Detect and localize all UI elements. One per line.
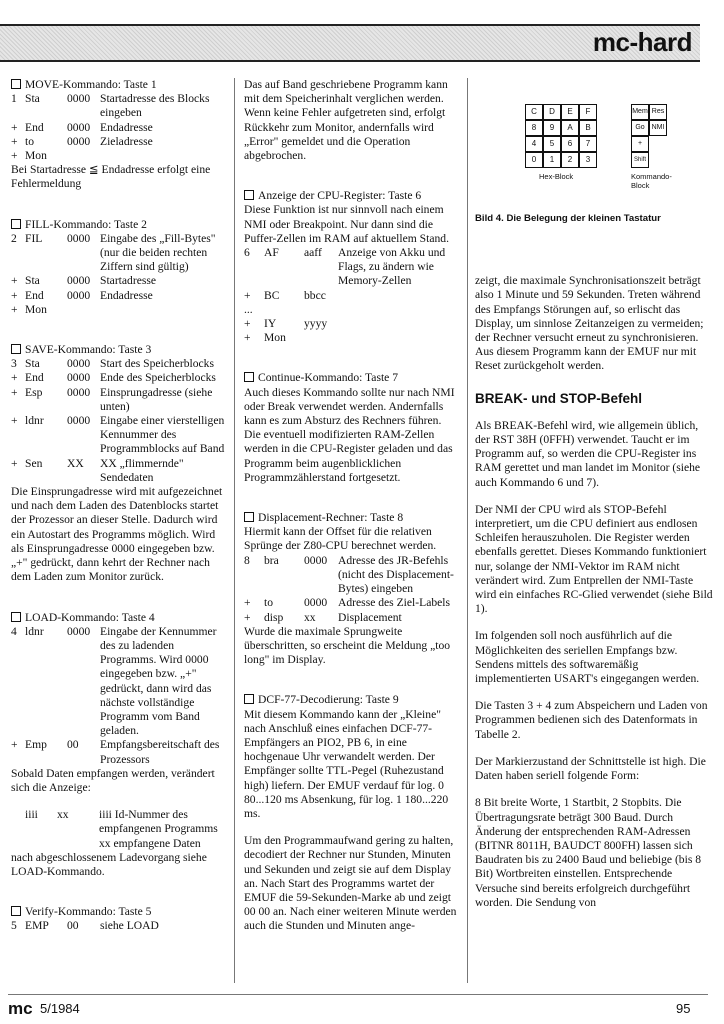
displacement-title: Displacement-Rechner: Taste 8: [244, 511, 459, 525]
table-row: 1 Sta 0000 Startadresse des Blocks eingeben: [11, 92, 210, 120]
section-heading: BREAK- und STOP-Befehl: [475, 390, 643, 406]
load-note-2: nach abgeschlossenem Ladevorgang siehe LOAD-Kommando.: [11, 850, 207, 878]
table-row: + ldnr 0000 Eingabe einer vierstelligen Kennummer des Programmblocks auf Band: [11, 414, 225, 456]
table-row: + End 0000 Endadresse: [11, 120, 153, 134]
checkbox-icon: [11, 219, 21, 229]
hex-key: 7: [579, 136, 597, 152]
table-row: + Sta 0000 Startadresse: [11, 274, 157, 288]
fill-table: [11, 232, 225, 317]
table-row: + Mon: [11, 302, 47, 316]
command-key: Shift: [631, 152, 649, 168]
checkbox-icon: [244, 372, 254, 382]
table-row: + disp xx Displacement: [244, 610, 402, 624]
dcf-text: Mit diesem Kommando kann der „Kleine" nach Anschluß eines einfachen DCF-77-Empfängers an PIO2, PB 6, in eine hochgenaue Uhr verwandelt werden. Der Empfänger sollte TTL-Pegel (Ruhezustand high) liefern. Der EMUF verdauf für log. 0 80...120 ms Absenkung, für log. 1 180...220 ms.: [244, 707, 449, 820]
table-row: + Mon: [11, 149, 47, 163]
displacement-section: [244, 511, 459, 667]
save-table: [11, 357, 225, 485]
table-row: + Esp 0000 Einsprungadresse (siehe unten): [11, 385, 213, 413]
table-row: + Emp 00 Empfangsbereitschaft des Prozessors: [11, 738, 220, 766]
hex-key: B: [579, 120, 597, 136]
paragraph: zeigt, die maximale Synchronisationszeit beträgt also 1 Minute und 59 Sekunden. Treten während des Empfangs Störungen auf, so erlischt das Display, um sinnlose Zeitanzeigen zu vermeiden; der Rechner versucht erneut zu synchronisieren. Aus diesem Programm kann der EMUF nur mit Reset zurückgeholt werden.: [475, 274, 704, 373]
hex-key: E: [561, 104, 579, 120]
column-2: [244, 78, 459, 934]
continue-title: Continue-Kommando: Taste 7: [244, 371, 459, 385]
move-table: [11, 92, 225, 163]
table-row: + End 0000 Ende des Speicherblocks: [11, 371, 216, 385]
section-brand: mc-hard: [592, 27, 692, 57]
load-table: [11, 625, 225, 767]
save-note: Die Einsprungadresse wird mit aufgezeichnet und nach dem Laden des Datenblocks startet der Prozessor an dieser Stelle. Dadurch wird ein Autostart des Programms möglich. Wird als Einsprungadresse 0000 eingegeben bzw. „+" gedrückt, dann kehrt der Rechner nach dem Laden zum Monitor zurück.: [11, 485, 223, 584]
table-row: ...: [244, 302, 253, 316]
load-section: [11, 611, 225, 880]
save-title: SAVE-Kommando: Taste 3: [11, 343, 225, 357]
paragraph: 8 Bit breite Worte, 1 Startbit, 2 Stopbits. Die Übertragungsrate beträgt 300 Baud. Durch Änderung der entsprechenden RAM-Adressen (BITNR 8011H, BAUDCT 800FH) lassen sich Baudraten bis zu 2400 Baud und beliebige (bis 8 Bit) Wortbreiten einstellen. Entsprechende Versuche sind bereits erfolgreich durchgeführt worden. Die Sendung von: [475, 796, 702, 909]
command-key: +: [631, 136, 649, 152]
paragraph: Die Tasten 3 + 4 zum Abspeichern und Laden von Programmen bedienen sich des Datenformats in Tabelle 2.: [475, 699, 708, 741]
move-note: Bei Startadresse ≦ Endadresse erfolgt eine Fehlermeldung: [11, 163, 211, 191]
hex-key: 1: [543, 152, 561, 168]
table-row: iiii xx iiii Id-Nummer des empfangenen Programms xx empfangene Daten: [25, 808, 218, 850]
table-row: + End 0000 Endadresse: [11, 288, 153, 302]
table-row: 4 ldnr 0000 Eingabe der Kennummer des zu ladenden Programms. Wird 0000 eingegeben bzw. „+" gedrückt, dann wird das nächste vollständige Programm vom Band geladen.: [11, 624, 217, 738]
dcf-text-2: Um den Programmaufwand gering zu halten, decodiert der Rechner nur Stunden, Minuten und Sekunden und zeigt sie auf dem Display an. Nach Start des Programms wartet der EMUF die 59-Sekunden-Marke ab und zeigt 00 00 an. Nach einer weiteren Minute werden auch die Stunden und Minuten ange-: [244, 834, 457, 933]
figure-caption: Bild 4. Die Belegung der kleinen Tastatur: [475, 213, 661, 224]
fill-section: [11, 218, 225, 317]
checkbox-icon: [244, 694, 254, 704]
footer-logo: mc: [8, 999, 33, 1018]
checkbox-icon: [11, 906, 21, 916]
move-section: [11, 78, 225, 192]
cpu-table: [244, 246, 459, 345]
paragraph: Im folgenden soll noch ausführlich auf die Möglichkeiten des seriellen Empfangs bzw. Sendens mittels des softwaremäßig implementierten USART's eingegangen werden.: [475, 629, 700, 686]
table-row: 8 bra 0000 Adresse des JR-Befehls (nicht des Displacement-Bytes) eingeben: [244, 553, 454, 596]
checkbox-icon: [11, 344, 21, 354]
displacement-note: Wurde die maximale Sprungweite überschritten, so erscheint die Meldung „too long" im Display.: [244, 624, 451, 667]
hex-key: 3: [579, 152, 597, 168]
verify-description: Das auf Band geschriebene Programm kann mit dem Speicherinhalt verglichen werden. Wenn keine Fehler aufgetreten sind, erfolgt Rückkehr zum Monitor, andernfalls wird „Error" gemeldet und die Operation abgebrochen.: [244, 78, 448, 163]
footer-divider: [8, 994, 708, 995]
footer-issue: 5/1984: [40, 1001, 80, 1016]
hex-key: F: [579, 104, 597, 120]
verify-title: Verify-Kommando: Taste 5: [11, 905, 225, 919]
checkbox-icon: [244, 190, 254, 200]
fill-title: FILL-Kommando: Taste 2: [11, 218, 225, 232]
column-3: [475, 78, 715, 910]
load-note: Sobald Daten empfangen werden, verändert sich die Anzeige:: [11, 766, 215, 794]
column-divider: [467, 78, 468, 983]
hex-key: 4: [525, 136, 543, 152]
move-title: MOVE-Kommando: Taste 1: [11, 78, 225, 92]
column-divider: [234, 78, 235, 983]
verify-table: [11, 919, 159, 933]
continue-section: [244, 371, 459, 485]
hex-key: 0: [525, 152, 543, 168]
hex-block-label: Hex-Block: [539, 172, 574, 181]
verify-section: [11, 905, 225, 933]
table-row: + to 0000 Zieladresse: [11, 134, 153, 148]
hex-key: 5: [543, 136, 561, 152]
dcf-title: DCF-77-Decodierung: Taste 9: [244, 693, 459, 707]
checkbox-icon: [11, 612, 21, 622]
table-row: + Mon: [244, 331, 286, 345]
command-block-label: Kommando-Block: [631, 172, 672, 190]
table-row: + IY yyyy: [244, 317, 328, 331]
keyboard-figure: [495, 86, 695, 206]
hex-key: 9: [543, 120, 561, 136]
hex-key: 6: [561, 136, 579, 152]
table-row: + BC bbcc: [244, 288, 326, 302]
paragraph: Der Markierzustand der Schnittstelle ist high. Die Daten haben seriell folgende Form:: [475, 754, 706, 783]
command-key: Res: [649, 104, 667, 120]
table-row: 2 FIL 0000 Eingabe des „Fill-Bytes" (nur die beiden rechten Ziffern sind gültig): [11, 231, 216, 274]
hex-key: D: [543, 104, 561, 120]
cpu-section: [244, 189, 459, 345]
hex-key: 8: [525, 120, 543, 136]
page-number: 95: [676, 1001, 691, 1016]
command-key: NMI: [649, 120, 667, 136]
continue-text-2: Die eventuell modifizierten RAM-Zellen werden in die CPU-Register geladen und das Programm beim augenblicklichen Programmzählerstand fortgesetzt.: [244, 428, 453, 484]
save-section: [11, 343, 225, 584]
cpu-text: Diese Funktion ist nur sinnvoll nach einem NMI oder Breakpoint. Nur dann sind die Puffer-Zellen im RAM auf aktuellem Stand.: [244, 203, 449, 245]
dcf-section: [244, 693, 459, 933]
hex-key: C: [525, 104, 543, 120]
command-key: Go: [631, 120, 649, 136]
column-1: [11, 78, 225, 934]
table-row: + to 0000 Adresse des Ziel-Labels: [244, 596, 451, 610]
displacement-table: [244, 554, 459, 625]
load-title: LOAD-Kommando: Taste 4: [11, 611, 225, 625]
page-header: [0, 24, 700, 62]
hex-key: A: [561, 120, 579, 136]
table-row: + Sen XX XX „flimmernde" Sendedaten: [11, 456, 184, 484]
load-display-table: [11, 808, 225, 851]
paragraph: Der NMI der CPU wird als STOP-Befehl interpretiert, um die CPU definiert aus endlosen Schleifen herauszuholen. Die Register werden ebenfalls gerettet. Dieses Kommando funktioniert nur, solange der NMI-Vektor im RAM nicht verändert wird. Zum Entprellen der NMI-Taste wird ein einfaches RC-Glied verwendet (siehe Bild 1).: [475, 502, 713, 616]
cpu-title: Anzeige der CPU-Register: Taste 6: [244, 189, 459, 203]
paragraph: Als BREAK-Befehl wird, wie allgemein üblich, der RST 38H (0FFH) verwendet. Taucht er im Programm auf, so werden die CPU-Register ins RAM gerettet und man landet im Monitor (siehe auch Kommando 6 und 7).: [475, 418, 701, 489]
hex-key: 2: [561, 152, 579, 168]
checkbox-icon: [11, 79, 21, 89]
continue-text: Auch dieses Kommando sollte nur nach NMI oder Break verwendet werden. Andernfalls kann es zum Absturz des Rechners führen.: [244, 385, 455, 428]
table-row: 5 EMP 00 siehe LOAD: [11, 919, 159, 933]
table-row: 3 Sta 0000 Start des Speicherblocks: [11, 357, 214, 371]
command-key: Mem: [631, 104, 649, 120]
displacement-text: Hiermit kann der Offset für die relativen Sprünge der Z80-CPU berechnet werden.: [244, 525, 437, 553]
checkbox-icon: [244, 512, 254, 522]
table-row: 6 AF aaff Anzeige von Akku und Flags, zu ändern wie Memory-Zellen: [244, 246, 446, 288]
